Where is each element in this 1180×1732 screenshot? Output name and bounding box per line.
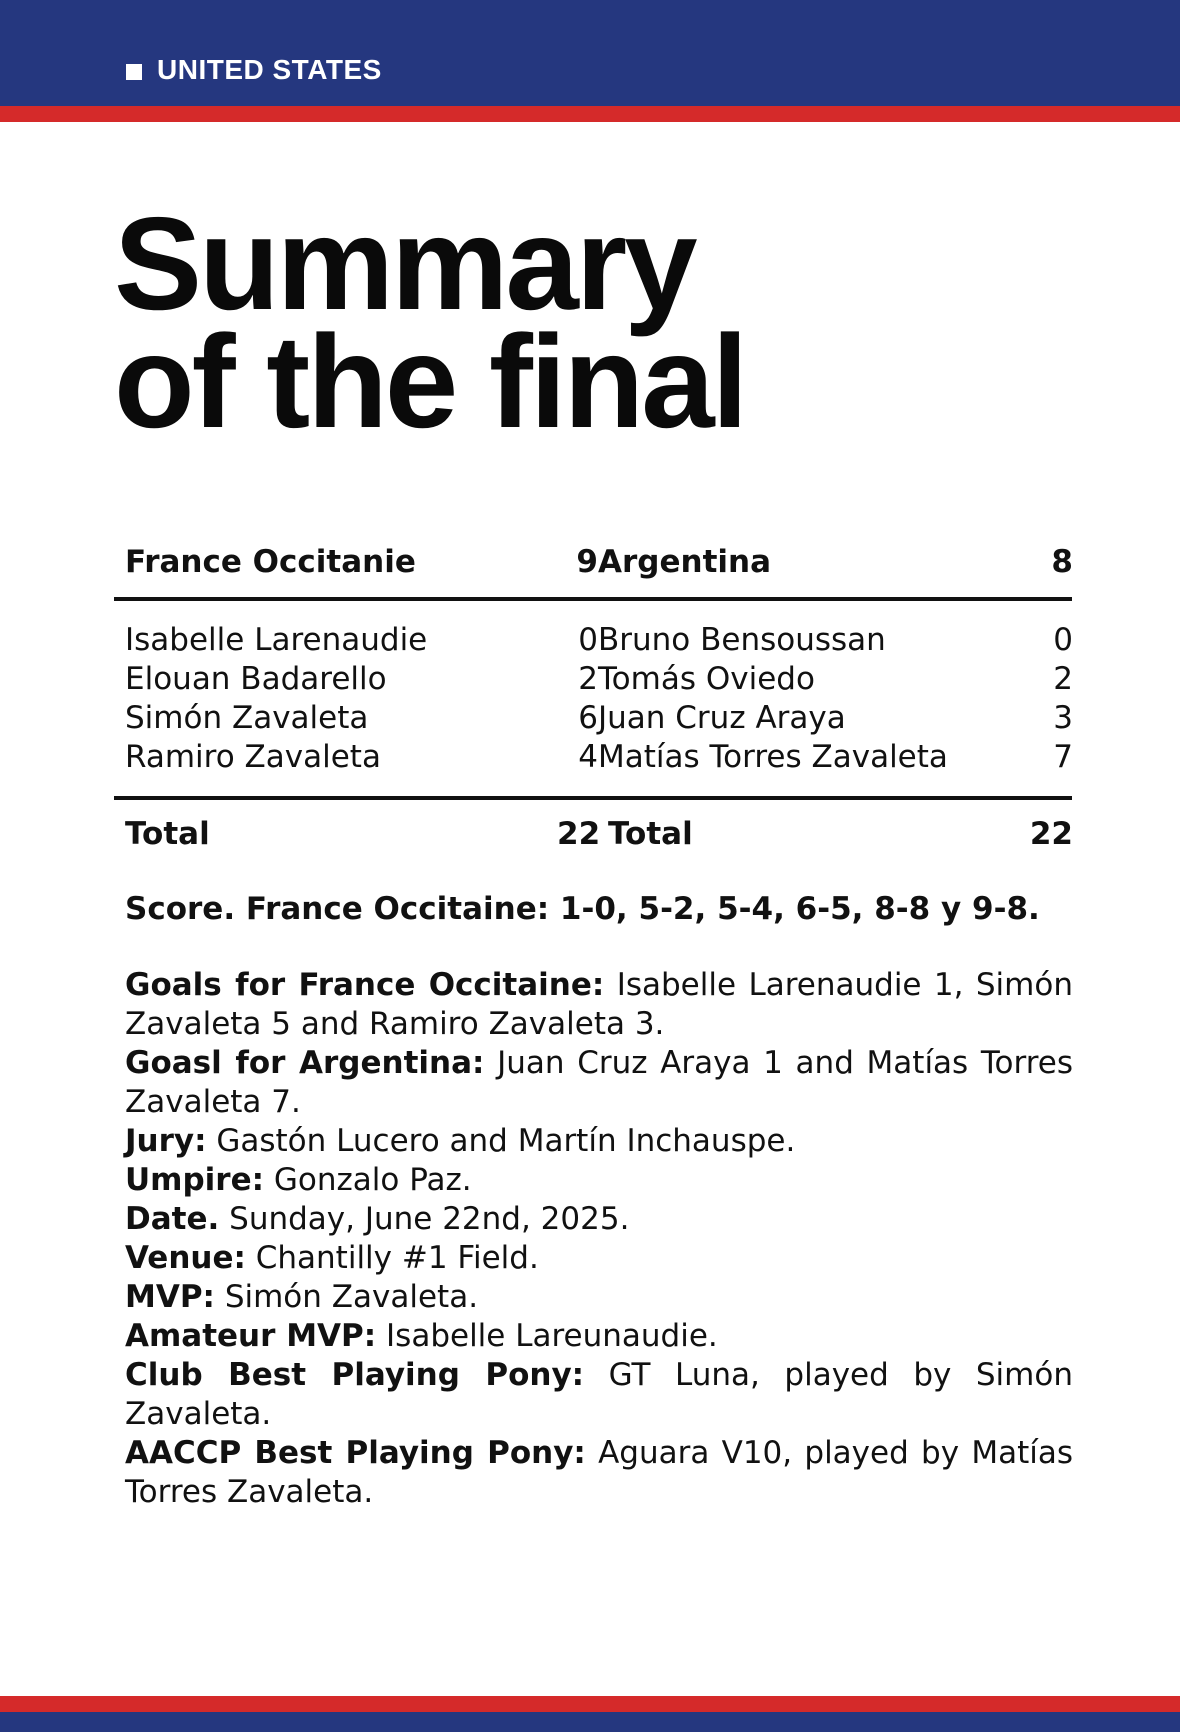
player-row bbox=[125, 737, 1073, 777]
detail-text: Gastón Lucero and Martín Inchauspe. bbox=[206, 1123, 796, 1159]
title-line-1: Summary bbox=[114, 190, 695, 337]
detail-line bbox=[125, 1434, 1073, 1512]
divider bbox=[114, 597, 1072, 601]
match-details bbox=[125, 890, 1073, 1512]
detail-line bbox=[125, 1317, 1073, 1356]
team1-total-label: Total bbox=[125, 816, 210, 852]
detail-label: Umpire: bbox=[125, 1162, 265, 1198]
player-row bbox=[125, 698, 1073, 738]
detail-line bbox=[125, 966, 1073, 1044]
team2-total-value: 22 bbox=[1029, 816, 1073, 852]
team1-player-handicap: 6 bbox=[578, 700, 598, 736]
detail-label: Jury: bbox=[125, 1123, 207, 1159]
country-label: UNITED STATES bbox=[157, 54, 382, 85]
teams-header-row bbox=[125, 542, 1073, 582]
team2-player-handicap: 2 bbox=[1053, 661, 1073, 697]
team2-name: Argentina bbox=[598, 544, 771, 580]
detail-label: Date. bbox=[125, 1201, 220, 1237]
detail-label: Goasl for Argentina: bbox=[125, 1045, 485, 1081]
team1-player-name: Ramiro Zavaleta bbox=[125, 739, 381, 775]
totals-row bbox=[125, 814, 1073, 854]
detail-label: Venue: bbox=[125, 1240, 246, 1276]
page-title bbox=[114, 190, 746, 455]
detail-label: Amateur MVP: bbox=[125, 1318, 377, 1354]
detail-line bbox=[125, 1278, 1073, 1317]
detail-line bbox=[125, 1200, 1073, 1239]
team1-total-value: 22 bbox=[557, 816, 601, 852]
detail-line bbox=[125, 1044, 1073, 1122]
detail-text: Sunday, June 22nd, 2025. bbox=[219, 1201, 630, 1237]
header-stripe bbox=[0, 106, 1180, 122]
team1-name: France Occitanie bbox=[125, 544, 416, 580]
detail-text: Chantilly #1 Field. bbox=[245, 1240, 539, 1276]
detail-line bbox=[125, 1161, 1073, 1200]
detail-text: Isabelle Lareunaudie. bbox=[376, 1318, 718, 1354]
player-row bbox=[125, 620, 1073, 660]
detail-text: Simón Zavaleta. bbox=[214, 1279, 479, 1315]
detail-text: Juan Cruz Araya 1 and Matías Torres Zavaleta 7. bbox=[125, 1045, 1073, 1120]
team2-player-handicap: 7 bbox=[1053, 739, 1073, 775]
detail-text: Isabelle Larenaudie 1, Simón Zavaleta 5 and Ramiro Zavaleta 3. bbox=[125, 967, 1073, 1042]
team2-player-handicap: 0 bbox=[1053, 622, 1073, 658]
title-line-2: of the final bbox=[114, 308, 746, 455]
team2-score: 8 bbox=[1051, 544, 1073, 580]
team1-player-handicap: 0 bbox=[578, 622, 598, 658]
detail-text: Aguara V10, played by Matías Torres Zavaleta. bbox=[125, 1435, 1073, 1510]
detail-label: Goals for France Occitaine: bbox=[125, 967, 605, 1003]
team1-player-handicap: 2 bbox=[578, 661, 598, 697]
footer-band bbox=[0, 1712, 1180, 1732]
team2-total-label: Total bbox=[608, 816, 693, 852]
divider bbox=[114, 796, 1072, 800]
footer-stripe bbox=[0, 1696, 1180, 1712]
detail-text: Gonzalo Paz. bbox=[264, 1162, 472, 1198]
player-row bbox=[125, 659, 1073, 699]
team2-player-name: Bruno Bensoussan bbox=[598, 622, 886, 658]
team2-player-handicap: 3 bbox=[1053, 700, 1073, 736]
detail-label: MVP: bbox=[125, 1279, 215, 1315]
detail-line bbox=[125, 1239, 1073, 1278]
country-square-icon bbox=[126, 64, 142, 80]
detail-line bbox=[125, 1122, 1073, 1161]
detail-text: GT Luna, played by Simón Zavaleta. bbox=[125, 1357, 1073, 1432]
detail-line bbox=[125, 1356, 1073, 1434]
team1-player-name: Elouan Badarello bbox=[125, 661, 387, 697]
team1-score: 9 bbox=[576, 544, 598, 580]
team1-player-name: Simón Zavaleta bbox=[125, 700, 369, 736]
team1-player-handicap: 4 bbox=[578, 739, 598, 775]
detail-label: AACCP Best Playing Pony: bbox=[125, 1435, 586, 1471]
detail-label: Club Best Playing Pony: bbox=[125, 1357, 585, 1393]
team1-player-name: Isabelle Larenaudie bbox=[125, 622, 428, 658]
score-progression: Score. France Occitaine: 1-0, 5-2, 5-4, 6-5, 8-8 y 9-8. bbox=[125, 891, 1040, 927]
team2-player-name: Tomás Oviedo bbox=[598, 661, 815, 697]
team2-player-name: Matías Torres Zavaleta bbox=[598, 739, 948, 775]
team2-player-name: Juan Cruz Araya bbox=[598, 700, 846, 736]
